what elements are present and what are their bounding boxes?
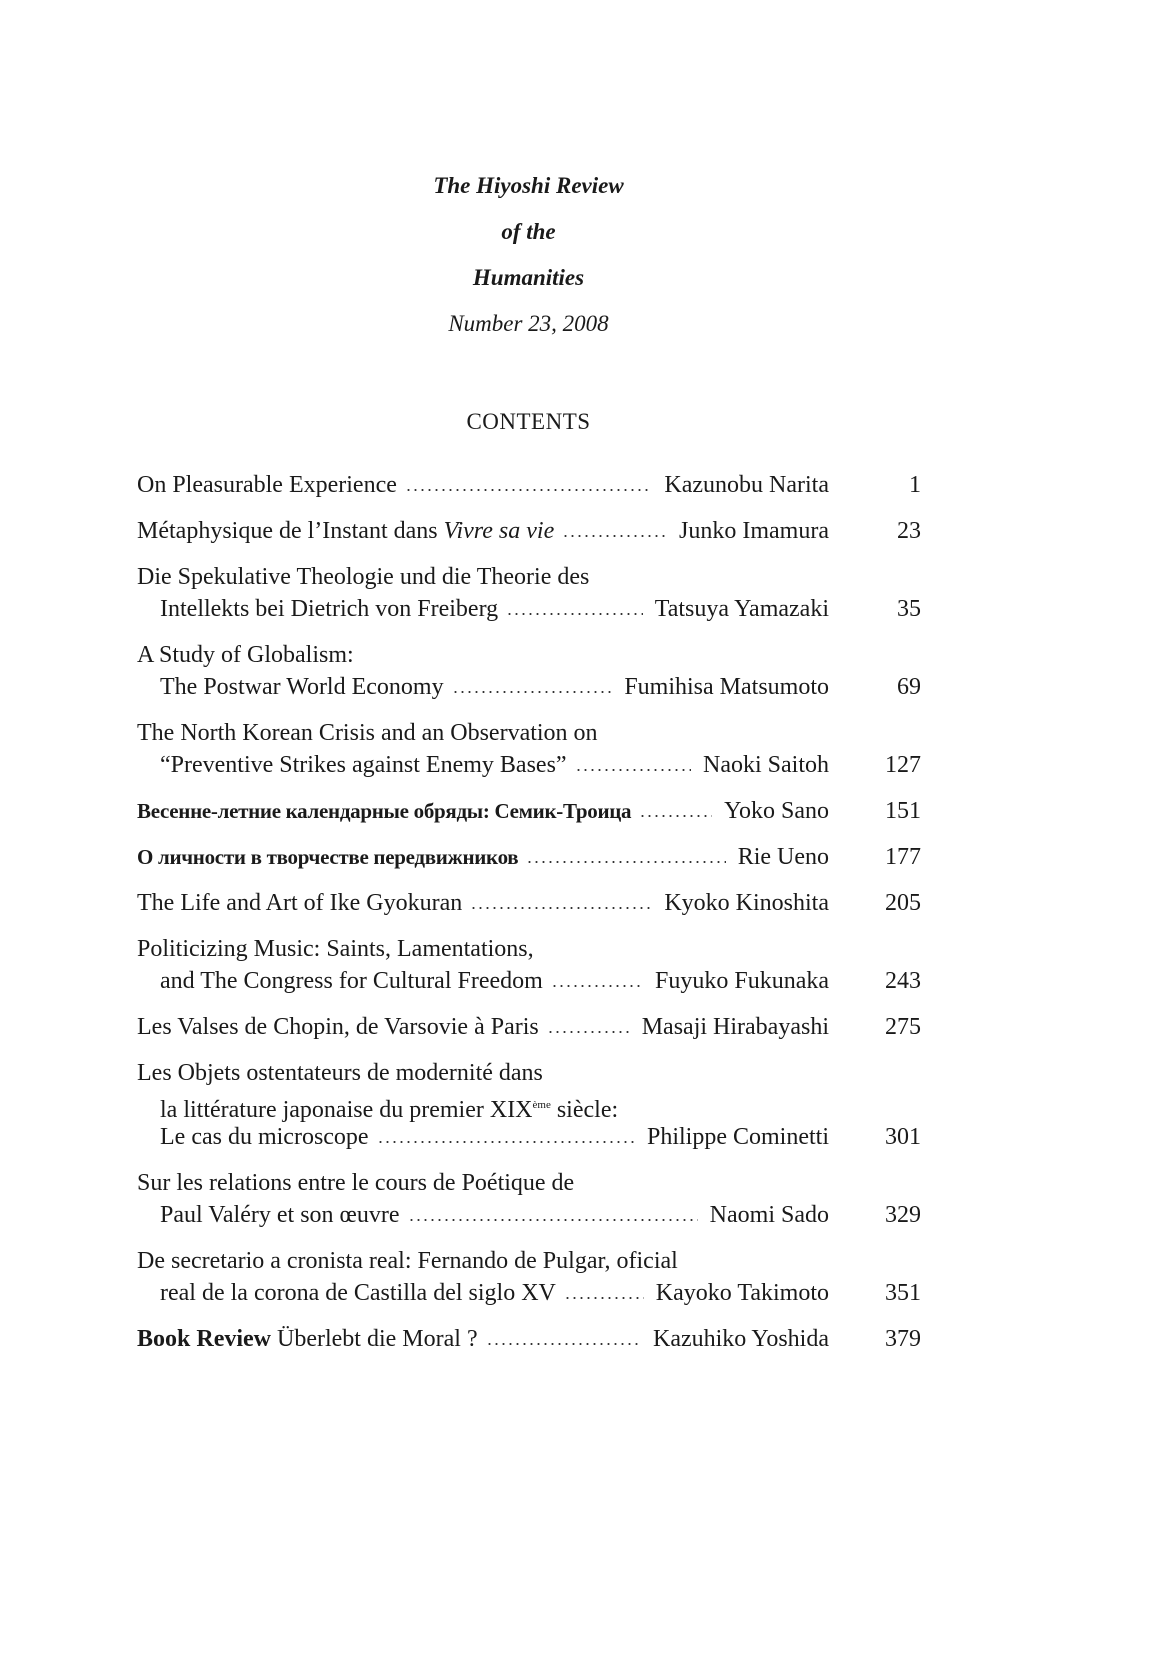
journal-title-of-the: of the — [501, 219, 556, 244]
entry-title-cont — [137, 1089, 921, 1121]
dot-leader — [547, 1030, 630, 1034]
entry-title — [137, 1323, 478, 1355]
toc-entry — [137, 1323, 921, 1355]
entry-title: Les Valses de Chopin, de Varsovie à Paris — [137, 1014, 539, 1040]
entry-author: Kyoko Kinoshita — [664, 890, 829, 916]
entry-author: Fuyuko Fukunaka — [655, 968, 829, 994]
entry-title: Politicizing Music: Saints, Lamentations, — [137, 936, 534, 962]
entry-title: Весенне-летние календарные обряды: Семик-Троица — [137, 799, 632, 823]
dot-leader — [575, 768, 691, 772]
entry-title: Sur les relations entre le cours de Poétique de — [137, 1170, 575, 1196]
entry-title: A Study of Globalism: — [137, 642, 354, 668]
entry-title: О личности в творчестве передвижников — [137, 845, 519, 869]
toc-entry — [137, 933, 921, 997]
journal-title-humanities: Humanities — [472, 265, 585, 290]
entry-page: 1 — [909, 472, 921, 498]
entry-author: Masaji Hirabayashi — [641, 1014, 829, 1040]
entry-author: Fumihisa Matsumoto — [624, 674, 829, 700]
book-review-label: Book Review — [137, 1326, 271, 1352]
superscript: ème — [532, 1099, 551, 1111]
toc-entry — [137, 561, 921, 625]
table-of-contents — [137, 469, 921, 1369]
toc-entry — [137, 1057, 921, 1153]
dot-leader — [470, 906, 652, 910]
dot-leader — [551, 984, 643, 988]
dot-leader — [486, 1342, 641, 1346]
entry-page: 351 — [885, 1280, 921, 1306]
entry-title: The North Korean Crisis and an Observation on — [137, 720, 598, 746]
entry-page: 379 — [885, 1326, 921, 1352]
entry-page: 23 — [897, 518, 921, 544]
entry-author: Naoki Saitoh — [703, 752, 829, 778]
entry-title-italic: Vivre sa vie — [443, 518, 555, 544]
entry-author: Kayoko Takimoto — [655, 1280, 829, 1306]
entry-title-cont: The Postwar World Economy — [160, 674, 444, 700]
entry-author: Tatsuya Yamazaki — [654, 596, 829, 622]
issue-number: Number 23, 2008 — [448, 311, 609, 336]
entry-page: 177 — [885, 844, 921, 870]
dot-leader — [405, 488, 653, 492]
toc-entry — [137, 1167, 921, 1231]
toc-entry — [137, 887, 921, 919]
entry-author: Rie Ueno — [737, 844, 829, 870]
entry-title-cont: Paul Valéry et son œuvre — [160, 1202, 400, 1228]
entry-author: Philippe Cominetti — [646, 1124, 829, 1150]
dot-leader — [526, 860, 725, 864]
toc-entry — [137, 469, 921, 501]
toc-entry — [137, 1245, 921, 1309]
entry-page: 205 — [885, 890, 921, 916]
entry-title-cont: real de la corona de Castilla del siglo XV — [160, 1280, 556, 1306]
dot-leader — [506, 612, 643, 616]
entry-title — [137, 515, 554, 547]
toc-entry — [137, 639, 921, 703]
entry-title-text: siècle: — [550, 1097, 619, 1123]
toc-entry — [137, 795, 921, 827]
entry-title: De secretario a cronista real: Fernando de Pulgar, oficial — [137, 1248, 678, 1274]
entry-title-cont: Intellekts bei Dietrich von Freiberg — [160, 596, 499, 622]
entry-author: Yoko Sano — [724, 798, 829, 824]
entry-page: 329 — [885, 1202, 921, 1228]
entry-page: 301 — [885, 1124, 921, 1150]
toc-entry — [137, 717, 921, 781]
dot-leader — [562, 534, 667, 538]
entry-title: Die Spekulative Theologie und die Theorie des — [137, 564, 590, 590]
dot-leader — [408, 1218, 698, 1222]
entry-page: 243 — [885, 968, 921, 994]
journal-title: The Hiyoshi Review — [433, 173, 624, 198]
toc-entry — [137, 515, 921, 547]
entry-title: The Life and Art of Ike Gyokuran — [137, 890, 463, 916]
toc-entry — [137, 841, 921, 873]
entry-title: Les Objets ostentateurs de modernité dans — [137, 1060, 543, 1086]
entry-page: 127 — [885, 752, 921, 778]
entry-title-text: Überlebt die Moral ? — [271, 1326, 478, 1352]
entry-author: Naomi Sado — [709, 1202, 829, 1228]
entry-title-cont: Le cas du microscope — [160, 1124, 369, 1150]
entry-page: 151 — [885, 798, 921, 824]
entry-author: Kazuhiko Yoshida — [652, 1326, 829, 1352]
dot-leader — [639, 814, 712, 818]
entry-page: 69 — [897, 674, 921, 700]
entry-page: 35 — [897, 596, 921, 622]
dot-leader — [377, 1140, 635, 1144]
entry-title-cont: “Preventive Strikes against Enemy Bases” — [160, 752, 567, 778]
dot-leader — [564, 1296, 644, 1300]
entry-title-text: Métaphysique de l’Instant dans — [137, 518, 444, 544]
entry-title: On Pleasurable Experience — [137, 472, 397, 498]
entry-page: 275 — [885, 1014, 921, 1040]
entry-title-text: la littérature japonaise du premier XIX — [160, 1097, 533, 1123]
entry-author: Junko Imamura — [679, 518, 829, 544]
contents-heading: CONTENTS — [466, 409, 591, 434]
entry-title-cont: and The Congress for Cultural Freedom — [160, 968, 543, 994]
toc-entry — [137, 1011, 921, 1043]
dot-leader — [452, 690, 613, 694]
entry-author: Kazunobu Narita — [664, 472, 829, 498]
